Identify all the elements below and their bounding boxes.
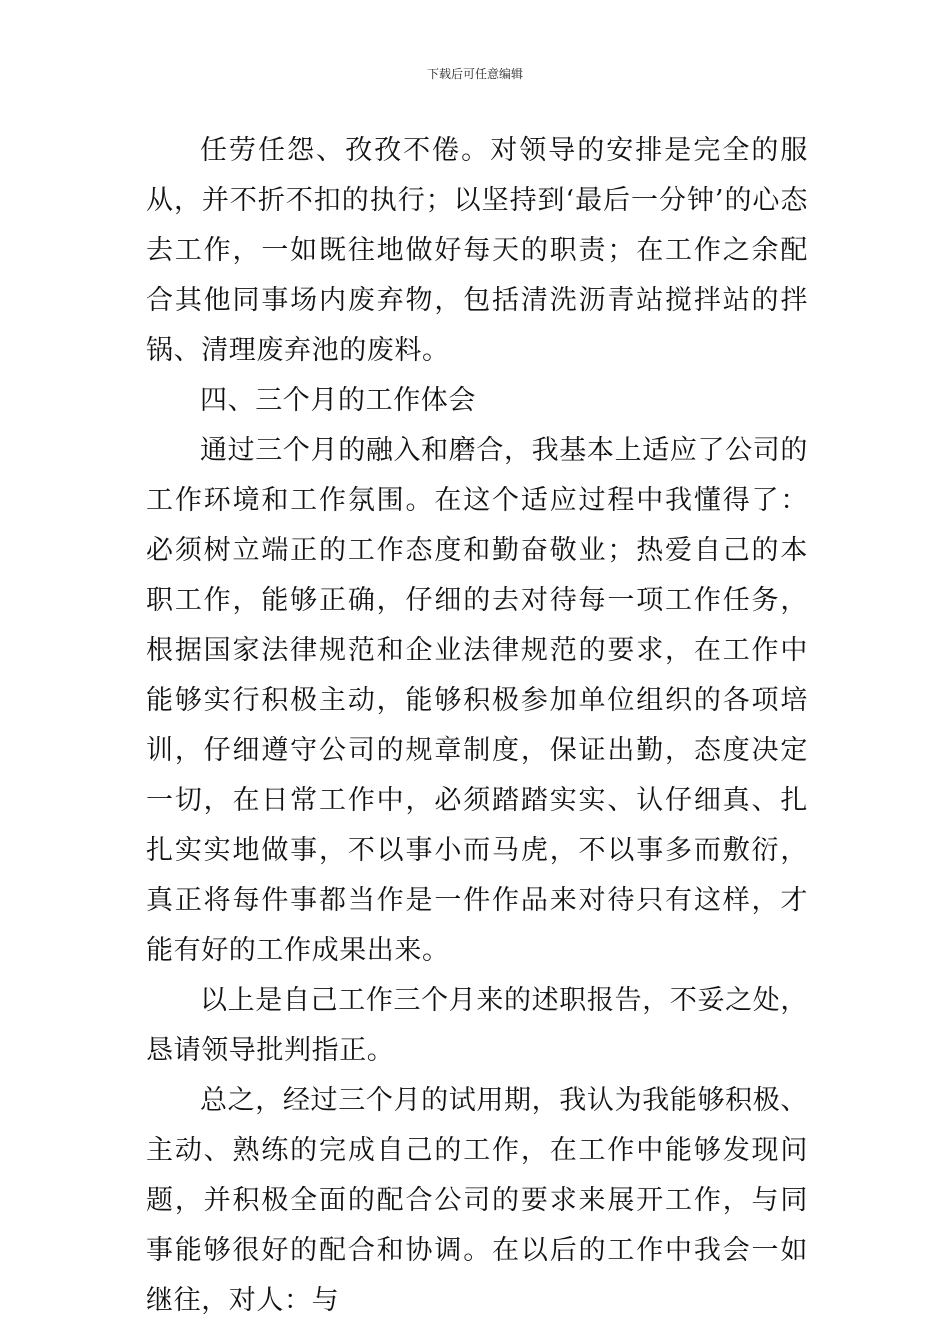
section-heading-experience: 四、三个月的工作体会 [200, 385, 476, 416]
page-header: 下载后可任意编辑 [426, 67, 523, 81]
paragraph-report-closing: 以上是自己工作三个月来的述职报告，不妥之处，恳请领导批判指正。 [146, 985, 808, 1066]
paragraph-three-month-experience: 通过三个月的融入和磨合，我基本上适应了公司的工作环境和工作氛围。在这个适应过程中我懂得了：必须树立端正的工作态度和勤奋敬业；热爱自己的本职工作，能够正确，仔细的去对待每一项工作任务，根据国家法律规范和企业法律规范的要求，在工作中能够实行积极主动，能够积极参加单位组织的各项培训，仔细遵守公司的规章制度，保证出勤，态度决定一切，在日常工作中，必须踏踏实实、认仔细真、扎扎实实地做事，不以事小而马虎，不以事多而敷衍，真正将每件事都当作是一件作品来对待只有这样，才能有好的工作成果出来。 [146, 435, 808, 966]
paragraph-summary: 总之，经过三个月的试用期，我认为我能够积极、主动、熟练的完成自己的工作，在工作中能够发现问题，并积极全面的配合公司的要求来展开工作，与同事能够很好的配合和协调。在以后的工作中我会一如继往，对人：与 [146, 1085, 808, 1316]
paragraph-work-attitude: 任劳任怨、孜孜不倦。对领导的安排是完全的服从，并不折不扣的执行；以坚持到‘最后一分钟’的心态去工作，一如既往地做好每天的职责；在工作之余配合其他同事场内废弃物，包括清洗沥青站搅拌站的拌锅、清理废弃池的废料。 [146, 135, 808, 366]
document-body [146, 126, 808, 1326]
